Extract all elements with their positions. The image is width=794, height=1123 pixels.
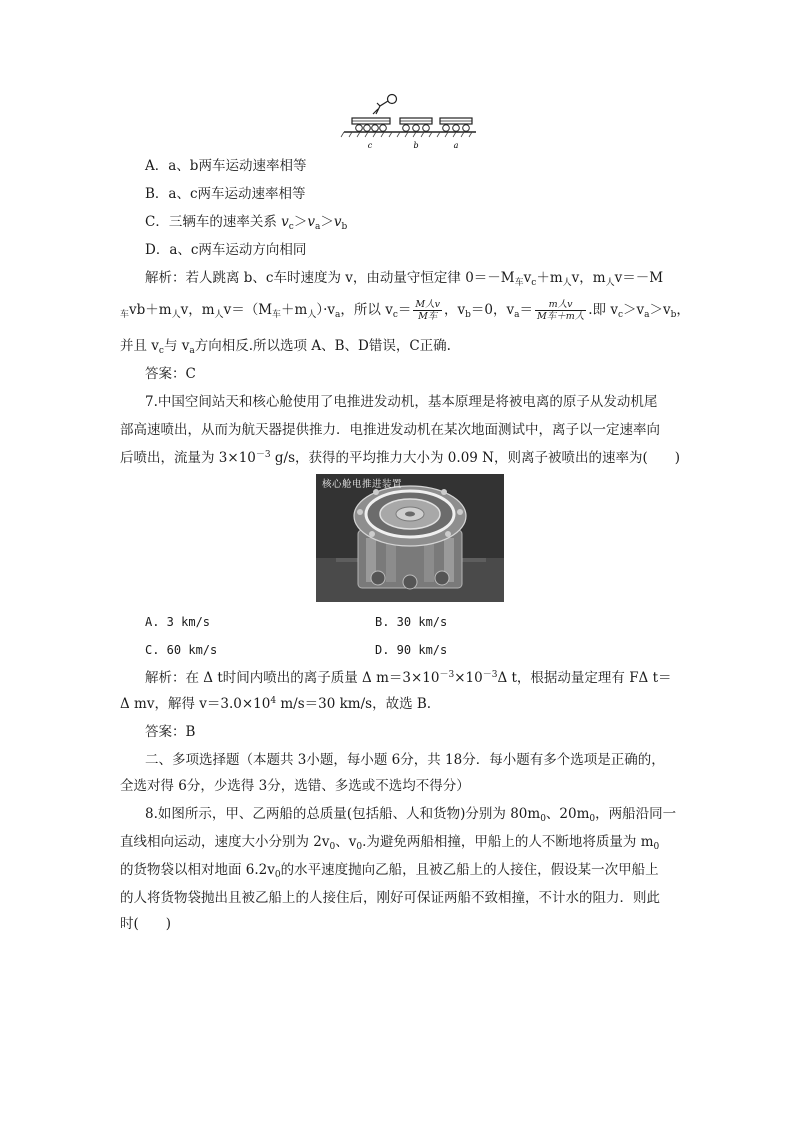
three-carts-figure	[340, 90, 480, 152]
q7-stem-line-1: 7.中国空间站天和核心舱使用了电推进发动机，基本原理是将被电离的原子从发动机尾	[145, 394, 658, 410]
cart-a	[440, 118, 472, 131]
q6-analysis-line-1: 解析：若人跳离 b、c车时速度为 v，由动量守恒定律 $0=-M_车v_c+m_人v$，$m_人v=-M$	[145, 270, 664, 288]
q8-stem-line-1: 8.如图所示，甲、乙两船的总质量(包括船、人和货物)分别为 $80m_0$、$20m_0$，两船沿同一	[145, 806, 677, 824]
fraction-va: $\frac{\text{m人v}}{\text{M车＋m人}}$	[536, 299, 585, 322]
q7-option-c: C. 60 km/s	[145, 643, 218, 657]
q6-option-a: A．a、b两车运动速率相等	[145, 158, 307, 174]
thruster-illustration	[316, 474, 504, 602]
q6-option-c: C．三辆车的速率关系 $v_c>v_a>v_b$	[145, 214, 348, 232]
q8-stem-line-2: 直线相向运动，速度大小分别为 $2v_0$、$v_0$.为避免两船相撞，甲船上的人不断地将质量为 $m_0$	[120, 834, 660, 852]
cart-label-a: a	[453, 141, 459, 150]
q7-stem-line-3: 后喷出，流量为 $3\times 10^{-3}$ g/s，获得的平均推力大小为 0.09 N，则离子被喷出的速率为( )	[120, 450, 681, 466]
person-head	[388, 95, 397, 104]
q6-option-b: B．a、c两车运动速率相等	[145, 186, 306, 202]
q6-analysis-line-2: $_车vb+m_人v$，$m_人v=(M_车+m_人)\cdot v_a$，所以 $v_c=$ $\frac{\text{M人v}}{\text{M车}}$ ，$v_b=0$，$v_a=$ $\frac{\text{m人v}}{\text{M车＋m人}}$ .即 $v_c>v_a>v_b$，	[120, 299, 690, 322]
q7-analysis-line-2: Δ mv，解得 $v=3.0\times 10^4$ m/s＝30 km/s，故选 B.	[120, 696, 432, 712]
q8-stem-line-5: 时( )	[120, 916, 172, 932]
q6-option-d: D．a、c两车运动方向相同	[145, 242, 307, 258]
fraction-vc: $\frac{\text{M人v}}{\text{M车}}$	[415, 299, 440, 322]
q7-option-d: D. 90 km/s	[375, 643, 448, 657]
section-2-heading-line-1: 二、多项选择题（本题共 3小题，每小题 6分，共 18分．每小题有多个选项是正确的，	[145, 752, 665, 768]
q7-stem-line-2: 部高速喷出，从而为航天器提供推力．电推进发动机在某次地面测试中，离子以一定速率向	[120, 422, 660, 438]
cart-c	[352, 118, 390, 131]
q8-stem-line-3: 的货物袋以相对地面 $6.2v_0$的水平速度抛向乙船，且被乙船上的人接住，假设某一次甲船上	[120, 862, 659, 880]
q8-stem-line-4: 的人将货物袋抛出且被乙船上的人接住后，刚好可保证两船不致相撞，不计水的阻力．则此	[120, 890, 660, 906]
q6-analysis-line-3: 并且 $v_c$与 $v_a$方向相反.所以选项 A、B、D错误，C正确.	[120, 338, 451, 356]
q6-answer: 答案：C	[145, 366, 196, 382]
section-2-heading-line-2: 全选对得 6分，少选得 3分，选错、多选或不选均不得分）	[120, 778, 470, 794]
q7-analysis-line-1: 解析：在 Δ t时间内喷出的离子质量 Δ $m=3\times 10^{-3}\times 10^{-3}\Delta$ t，根据动量定理有 FΔ t＝	[145, 670, 672, 686]
cart-label-b: b	[413, 141, 419, 150]
q7-option-b: B. 30 km/s	[375, 615, 448, 629]
q7-option-a: A. 3 km/s	[145, 615, 211, 629]
photo-caption: 核心舱电推进装置	[322, 479, 403, 490]
ground-hatch	[341, 132, 472, 137]
cart-b	[400, 118, 432, 131]
thruster-photo	[316, 474, 504, 602]
q7-answer: 答案：B	[145, 724, 196, 740]
person-body	[373, 101, 388, 114]
cart-label-c: c	[367, 141, 373, 150]
